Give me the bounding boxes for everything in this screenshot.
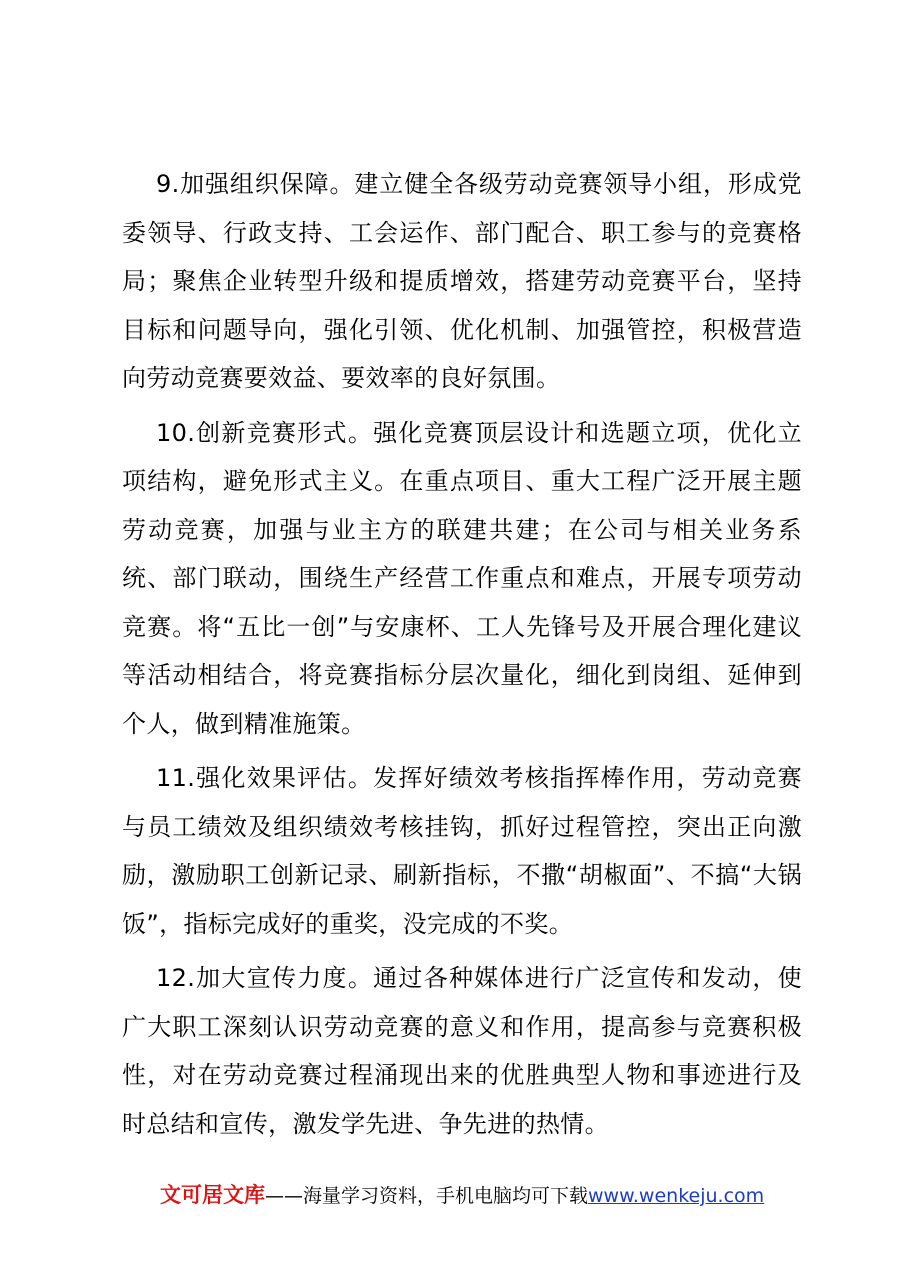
paragraph-innovate-competition-form: 10.创新竞赛形式。强化竞赛顶层设计和选题立项，优化立项结构，避免形式主义。在重点项目、重大工程广泛开展主题劳动竞赛，加强与业主方的联建共建；在公司与相关业务系统、部门联动，围绕生产经营工作重点和难点，开展专项劳动竞赛。将“五比一创”与安康杯、工人先锋号及开展合理化建议等活动相结合，将竞赛指标分层次量化，细化到岗组、延伸到个人，做到精准施策。 xyxy=(122,418,802,738)
paragraph-organization-guarantee: 9.加强组织保障。建立健全各级劳动竞赛领导小组，形成党委领导、行政支持、工会运作、部门配合、职工参与的竞赛格局；聚焦企业转型升级和提质增效，搭建劳动竞赛平台，坚持目标和问题导向，强化引领、优化机制、加强管控，积极营造向劳动竞赛要效益、要效率的良好氛围。 xyxy=(122,170,802,392)
footer-brand: 文可居文库 xyxy=(160,1183,265,1207)
footer-site-link[interactable]: www.wenkeju.com xyxy=(588,1185,765,1207)
footer-banner xyxy=(160,1180,800,1211)
paragraph-effect-evaluation: 11.强化效果评估。发挥好绩效考核指挥棒作用，劳动竞赛与员工绩效及组织绩效考核挂钩，抓好过程管控，突出正向激励，激励职工创新记录、刷新指标，不撒“胡椒面”、不搞“大锅饭”，指标完成好的重奖，没完成的不奖。 xyxy=(122,764,802,938)
paragraph-publicity: 12.加大宣传力度。通过各种媒体进行广泛宣传和发动，使广大职工深刻认识劳动竞赛的意义和作用，提高参与竞赛积极性，对在劳动竞赛过程涌现出来的优胜典型人物和事迹进行及时总结和宣传，激发学先进、争先进的热情。 xyxy=(122,964,802,1138)
footer-slogan: ——海量学习资料，手机电脑均可下载 xyxy=(265,1185,589,1207)
document-body xyxy=(122,160,802,1154)
